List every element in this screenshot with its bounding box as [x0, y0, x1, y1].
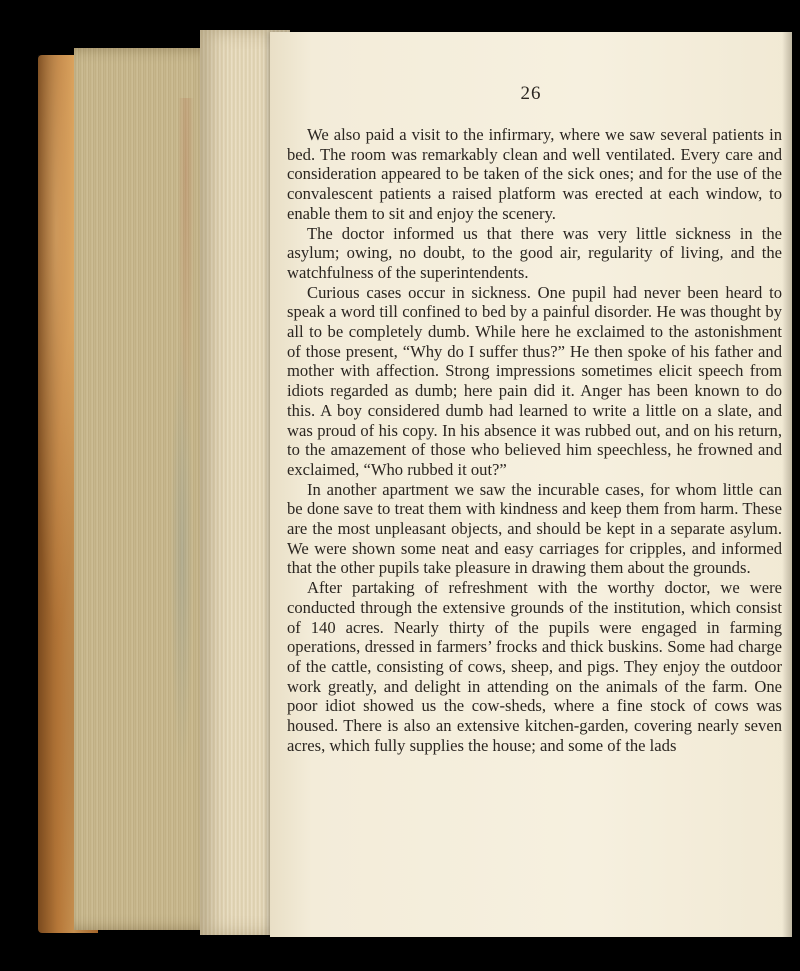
- page-edges: [74, 48, 216, 930]
- paragraph-incurable-cases: In another apartment we saw the incurable cases, for whom little can be done save to treat them with kindness and keep them from harm. These are the most unpleasant objects, and should be kept in a separate asylum. We were shown some neat and easy carriages for cripples, and informed that the other pupils take pleasure in drawing them about the grounds.: [287, 479, 782, 578]
- page-number: 26: [520, 83, 542, 104]
- page-edge-shadow: [782, 32, 792, 937]
- page-text: [287, 125, 782, 756]
- paragraph-sickness: The doctor informed us that there was very little sickness in the asylum; owing, no doubt, to the good air, regularity of living, and the watchfulness of the superintendents.: [287, 223, 782, 282]
- book-page: [270, 32, 792, 937]
- paragraph-curious-cases: Curious cases occur in sickness. One pupil had never been heard to speak a word till confined to bed by a painful disorder. He was thought by all to be completely dumb. While here he exclaimed to the astonishment of those present, “Why do I suffer thus?” He then spoke of his father and mother with affection. Strong impressions sometimes elicit speech from idiots regarded as dumb; here pain did it. Anger has been known to do this. A boy considered dumb had learned to write a little on a slate, and was proud of his copy. In his absence it was rubbed out, and on his return, to the amazement of those who believed him speechless, he frowned and exclaimed, “Who rubbed it out?”: [287, 282, 782, 479]
- paragraph-grounds: After partaking of refreshment with the worthy doctor, we were conducted through the extensive grounds of the institution, which consist of 140 acres. Nearly thirty of the pupils were engaged in farming operations, dressed in farmers’ frocks and thick buskins. Some had charge of the cattle, consisting of cows, sheep, and pigs. They enjoy the outdoor work greatly, and delight in attending on the animals of the farm. One poor idiot showed us the cow-sheds, where a fine stock of cows was housed. There is also an extensive kitchen-garden, covering nearly seven acres, which fully supplies the house; and some of the lads: [287, 578, 782, 755]
- paragraph-infirmary: We also paid a visit to the infirmary, where we saw several patients in bed. The room was remarkably clean and well ventilated. Every care and consideration appeared to be taken of the sick ones; and for the use of the convalescent patients a raised platform was erected at each window, to enable them to sit and enjoy the scenery.: [287, 125, 782, 223]
